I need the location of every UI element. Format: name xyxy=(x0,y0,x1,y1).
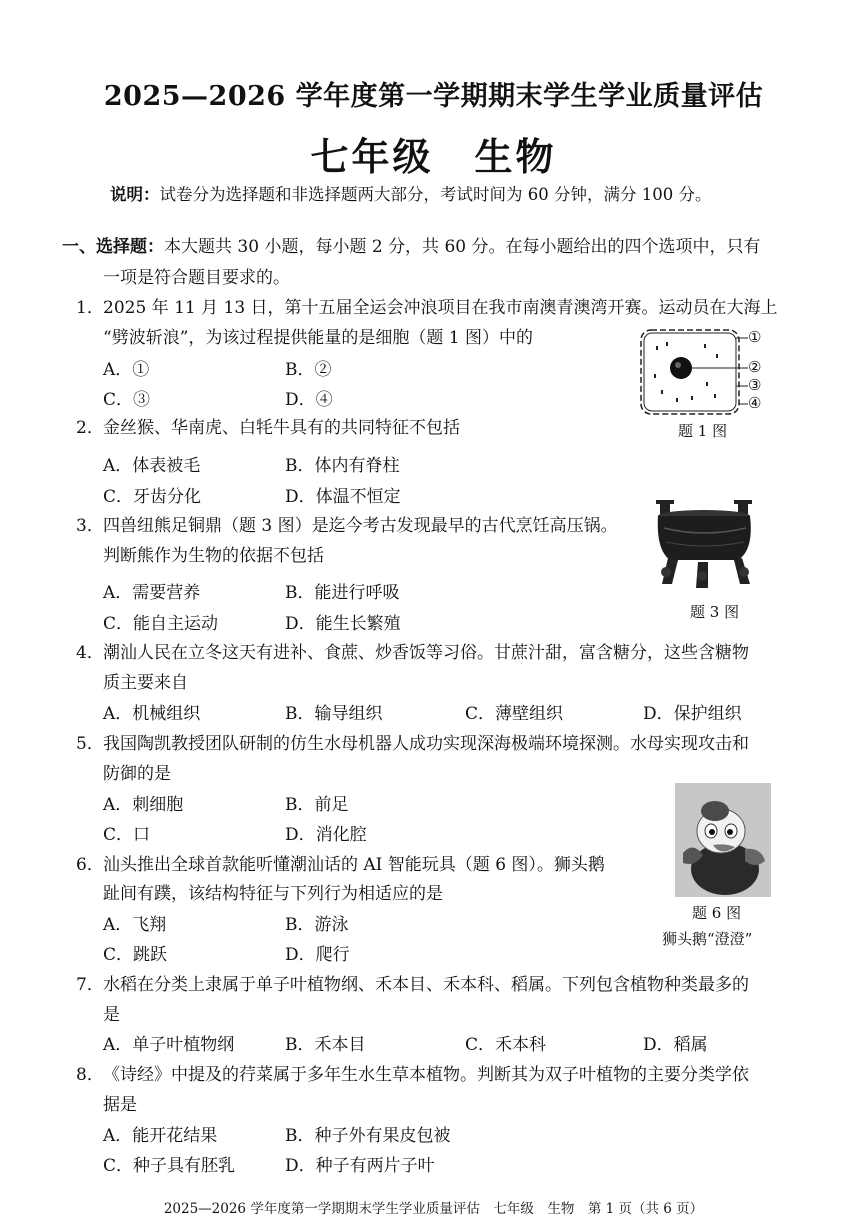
question-8-line2: 据是 xyxy=(103,1095,137,1115)
question-1-num: 1． xyxy=(76,298,104,318)
q3-option-b[interactable]: B．能进行呼吸 xyxy=(285,583,400,603)
question-6-num: 6． xyxy=(76,855,104,875)
q3-option-a[interactable]: A．需要营养 xyxy=(103,583,201,603)
q1-option-b[interactable]: B．② xyxy=(285,360,332,380)
q2-option-c[interactable]: C．牙齿分化 xyxy=(103,487,202,507)
question-1-line1: 2025 年 11 月 13 日，第十五届全运会冲浪项目在我市南澳青澳湾开赛。运动员在大海上 xyxy=(103,298,778,318)
q4-option-a[interactable]: A．机械组织 xyxy=(103,704,201,724)
q6-option-c[interactable]: C．跳跃 xyxy=(103,945,168,965)
fig1-label-1: ① xyxy=(748,328,762,346)
question-4-num: 4． xyxy=(76,643,104,663)
note-label: 说明： xyxy=(110,185,160,204)
section-intro-line1: 本大题共 30 小题，每小题 2 分，共 60 分。在每小题给出的四个选项中，只有 xyxy=(164,237,761,257)
question-6-line2: 趾间有蹼，该结构特征与下列行为相适应的是 xyxy=(103,884,443,904)
q3-option-c[interactable]: C．能自主运动 xyxy=(103,614,219,634)
q5-option-b[interactable]: B．前足 xyxy=(285,795,349,815)
q5-option-a[interactable]: A．刺细胞 xyxy=(103,795,184,815)
question-3-num: 3． xyxy=(76,516,104,536)
fig6-caption: 题 6 图 xyxy=(692,904,742,922)
note-text: 试卷分为选择题和非选择题两大部分，考试时间为 60 分钟，满分 100 分。 xyxy=(159,185,712,204)
q5-option-d[interactable]: D．消化腔 xyxy=(285,825,367,845)
question-5-line2: 防御的是 xyxy=(103,764,171,784)
q8-option-b[interactable]: B．种子外有果皮包被 xyxy=(285,1126,451,1146)
q2-option-a[interactable]: A．体表被毛 xyxy=(103,456,201,476)
q8-option-c[interactable]: C．种子具有胚乳 xyxy=(103,1156,236,1176)
q7-option-b[interactable]: B．禾本目 xyxy=(285,1035,366,1055)
section-label: 一、选择题： xyxy=(62,237,164,257)
q6-option-d[interactable]: D．爬行 xyxy=(285,945,350,965)
question-7-line1: 水稻在分类上隶属于单子叶植物纲、禾本目、禾本科、稻属。下列包含植物种类最多的 xyxy=(103,975,749,995)
question-5-num: 5． xyxy=(76,734,104,754)
fig1-label-2: ② xyxy=(748,358,762,376)
q6-option-b[interactable]: B．游泳 xyxy=(285,915,349,935)
q6-option-a[interactable]: A．飞翔 xyxy=(103,915,167,935)
q8-option-d[interactable]: D．种子有两片子叶 xyxy=(285,1156,435,1176)
question-7-line2: 是 xyxy=(103,1005,120,1025)
fig6-subcaption: 狮头鹅“澄澄” xyxy=(662,930,753,948)
fig1-label-3: ③ xyxy=(748,376,762,394)
question-8-num: 8． xyxy=(76,1065,104,1085)
q7-option-a[interactable]: A．单子叶植物纲 xyxy=(103,1035,235,1055)
q2-option-b[interactable]: B．体内有脊柱 xyxy=(285,456,400,476)
fig1-caption: 题 1 图 xyxy=(678,422,728,440)
question-6-line1: 汕头推出全球首款能听懂潮汕话的 AI 智能玩具（题 6 图）。狮头鹅 xyxy=(103,855,605,875)
fig1-label-4: ④ xyxy=(748,394,762,412)
q1-option-c[interactable]: C．③ xyxy=(103,390,151,410)
cell-diagram xyxy=(636,324,796,424)
q2-option-d[interactable]: D．体温不恒定 xyxy=(285,487,401,507)
exam-subject: 七年级 生物 xyxy=(310,134,557,179)
q5-option-c[interactable]: C．口 xyxy=(103,825,151,845)
q4-option-b[interactable]: B．输导组织 xyxy=(285,704,383,724)
question-4-line2: 质主要来自 xyxy=(103,673,188,693)
exam-note xyxy=(110,181,711,205)
question-4-line1: 潮汕人民在立冬这天有进补、食蔗、炒香饭等习俗。甘蔗汁甜，富含糖分，这些含糖物 xyxy=(103,643,749,663)
bronze-ding-image xyxy=(650,498,760,594)
q4-option-c[interactable]: C．薄壁组织 xyxy=(465,704,564,724)
question-2-line1: 金丝猴、华南虎、白牦牛具有的共同特征不包括 xyxy=(103,418,460,438)
q7-option-d[interactable]: D．稻属 xyxy=(643,1035,708,1055)
question-2-num: 2． xyxy=(76,418,104,438)
question-7-num: 7． xyxy=(76,975,104,995)
exam-title: 2025—2026 学年度第一学期期末学生学业质量评估 xyxy=(103,81,764,112)
question-8-line1: 《诗经》中提及的荇菜属于多年生水生草本植物。判断其为双子叶植物的主要分类学依 xyxy=(103,1065,749,1085)
q7-option-c[interactable]: C．禾本科 xyxy=(465,1035,547,1055)
q3-option-d[interactable]: D．能生长繁殖 xyxy=(285,614,401,634)
q1-option-d[interactable]: D．④ xyxy=(285,390,333,410)
section-intro xyxy=(62,232,761,257)
question-5-line1: 我国陶凯教授团队研制的仿生水母机器人成功实现深海极端环境探测。水母实现攻击和 xyxy=(103,734,749,754)
section-intro-line2: 一项是符合题目要求的。 xyxy=(103,268,290,288)
question-3-line2: 判断熊作为生物的依据不包括 xyxy=(103,546,324,566)
question-3-line1: 四兽纽熊足铜鼎（题 3 图）是迄今考古发现最早的古代烹饪高压锅。 xyxy=(103,516,618,536)
q1-option-a[interactable]: A．① xyxy=(103,360,150,380)
question-1-line2: “劈波斩浪”，为该过程提供能量的是细胞（题 1 图）中的 xyxy=(103,328,534,348)
lion-head-goose-toy-image xyxy=(675,783,771,897)
q8-option-a[interactable]: A．能开花结果 xyxy=(103,1126,218,1146)
q4-option-d[interactable]: D．保护组织 xyxy=(643,704,742,724)
page-footer: 2025—2026 学年度第一学期期末学生学业质量评估 七年级 生物 第 1 页（共 6 页） xyxy=(163,1201,704,1217)
fig3-caption: 题 3 图 xyxy=(690,603,740,621)
